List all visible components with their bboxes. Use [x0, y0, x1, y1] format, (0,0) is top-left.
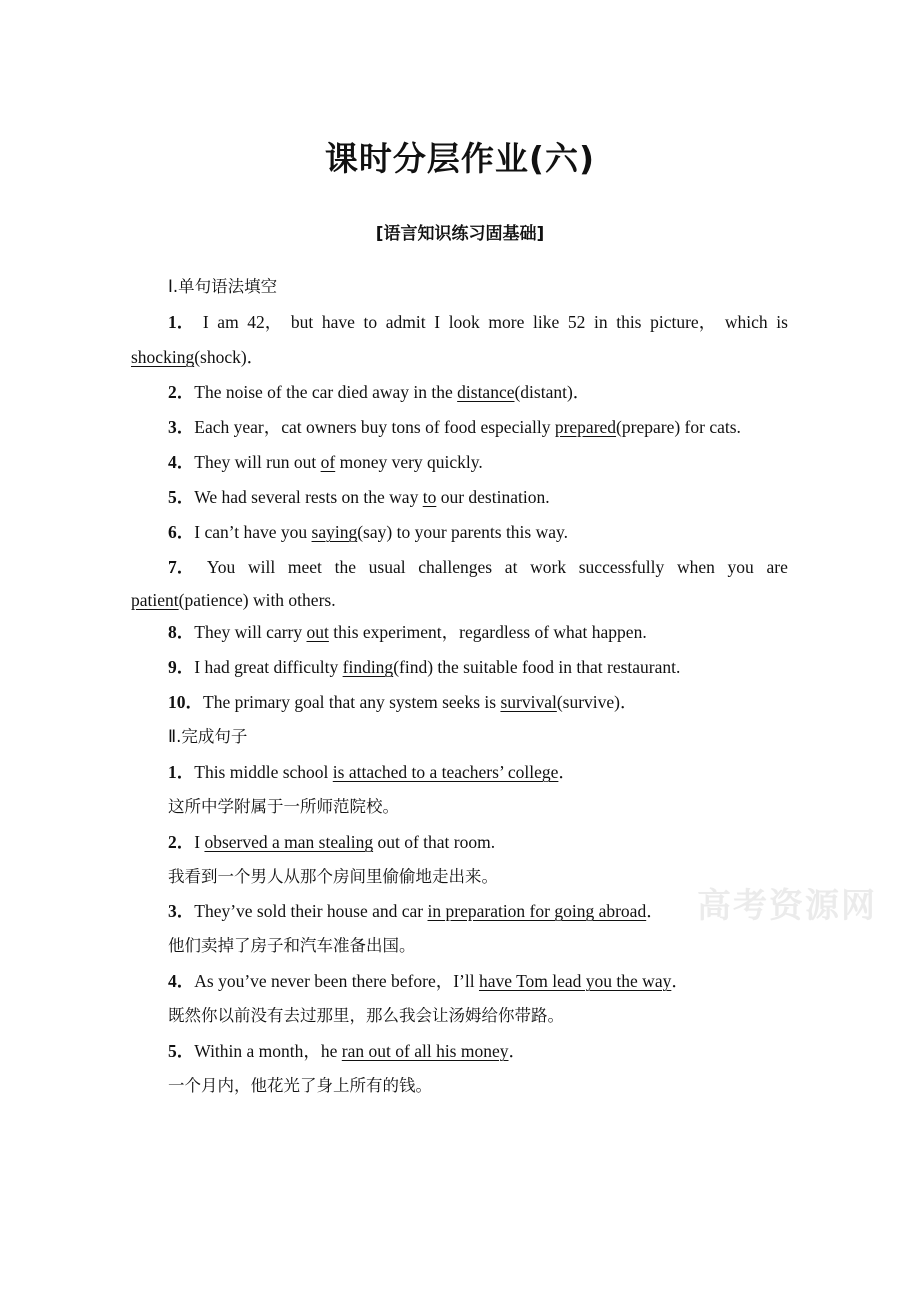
item-number: 1． — [168, 762, 195, 782]
answer: in preparation for going abroad — [427, 901, 647, 921]
section-heading-sentences: Ⅱ.完成句子 — [168, 727, 248, 746]
answer: finding — [342, 657, 394, 677]
item-number: 4． — [168, 971, 195, 991]
exercise-line: patient(patience) with others. — [131, 590, 336, 610]
translation: 他们卖掉了房子和汽车准备出国。 — [168, 936, 416, 955]
item-number: 3． — [168, 901, 195, 921]
exercise-item: 10．The primary goal that any system seeks is survival(survive)． — [168, 692, 638, 712]
item-number: 3． — [168, 417, 195, 437]
item-number: 5． — [168, 487, 195, 507]
exercise-line: shocking(shock)． — [131, 347, 265, 367]
exercise-item: 5．We had several rests on the way to our destination. — [168, 487, 550, 507]
sentence-item: 5．Within a month，he ran out of all his money． — [168, 1041, 526, 1061]
page-title: 课时分层作业(六) — [324, 139, 596, 178]
sentence-item: 2．I observed a man stealing out of that room. — [168, 832, 496, 852]
item-number: 2． — [168, 382, 195, 402]
answer: observed a man stealing — [204, 832, 374, 852]
item-number: 8． — [168, 622, 195, 642]
item-number: 6． — [168, 522, 195, 542]
answer: ran out of all his money — [341, 1041, 509, 1061]
answer: distance — [457, 382, 515, 402]
section-heading-grammar: Ⅰ.单句语法填空 — [168, 277, 278, 296]
answer: is attached to a teachers’ college — [332, 762, 559, 782]
item-number: 7． — [168, 557, 195, 577]
exercise-item: 2．The noise of the car died away in the distance(distant)． — [168, 382, 591, 402]
answer: survival — [500, 692, 557, 712]
item-number: 10． — [168, 692, 203, 712]
answer: prepared — [554, 417, 617, 437]
item-number: 9． — [168, 657, 195, 677]
translation: 这所中学附属于一所师范院校。 — [168, 797, 399, 816]
item-number: 4． — [168, 452, 195, 472]
sentence-item: 4．As you’ve never been there before，I’ll have Tom lead you the way． — [168, 971, 689, 991]
exercise-item: 9．I had great difficulty finding(find) the suitable food in that restaurant. — [168, 657, 681, 677]
watermark: 高考资源网 — [697, 886, 877, 926]
answer: of — [320, 452, 336, 472]
exercise-item: 4．They will run out of money very quickly. — [168, 452, 483, 472]
item-number: 1． — [168, 312, 195, 332]
exercise-item: 8．They will carry out this experiment，regardless of what happen. — [168, 622, 647, 642]
translation: 一个月内，他花光了身上所有的钱。 — [168, 1076, 432, 1095]
exercise-line-justified: 1． I am 42， but have to admit I look more like 52 in this picture， which is — [168, 312, 788, 332]
exercise-line-justified: 7． You will meet the usual challenges at work successfully when you are — [168, 557, 788, 577]
sentence-item: 3．They’ve sold their house and car in preparation for going abroad． — [168, 901, 664, 921]
exercise-item: 6．I can’t have you saying(say) to your parents this way. — [168, 522, 568, 542]
answer: have Tom lead you the way — [478, 971, 672, 991]
exercise-item: 3．Each year，cat owners buy tons of food especially prepared(prepare) for cats. — [168, 417, 741, 437]
translation: 我看到一个男人从那个房间里偷偷地走出来。 — [168, 867, 498, 886]
translation: 既然你以前没有去过那里，那么我会让汤姆给你带路。 — [168, 1006, 564, 1025]
answer: shocking — [131, 347, 195, 367]
answer: patient — [131, 590, 179, 610]
answer: saying — [311, 522, 358, 542]
item-number: 2． — [168, 832, 195, 852]
answer: out — [306, 622, 329, 642]
sentence-item: 1．This middle school is attached to a teachers’ college． — [168, 762, 576, 782]
answer: to — [422, 487, 437, 507]
item-number: 5． — [168, 1041, 195, 1061]
section-subtitle: [语言知识练习固基础] — [375, 224, 545, 244]
